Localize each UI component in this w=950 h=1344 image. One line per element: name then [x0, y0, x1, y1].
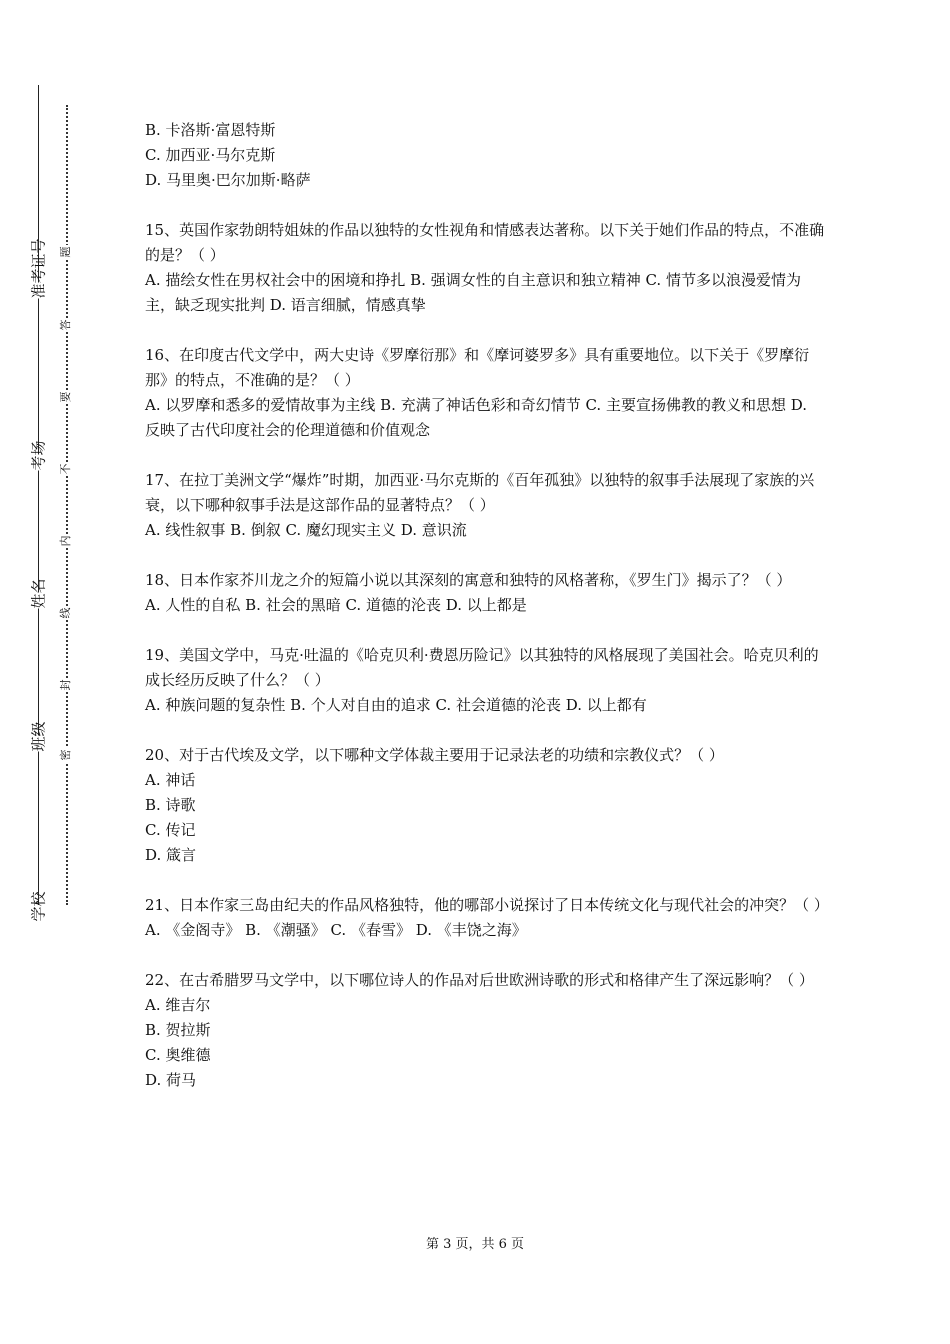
seal-char: 答	[59, 319, 72, 331]
option-d: D. 马里奥·巴尔加斯·略萨	[145, 171, 311, 189]
student-name-label: 姓名	[29, 578, 48, 609]
question-19	[145, 643, 825, 718]
binding-solid-line	[38, 85, 39, 905]
question-options: A. 描绘女性在男权社会中的困境和挣扎 B. 强调女性的自主意识和独立精神 C. 情节多以浪漫爱情为主，缺乏现实批判 D. 语言细腻，情感真挚	[145, 271, 801, 314]
question-stem: 15、英国作家勃朗特姐妹的作品以独特的女性视角和情感表达著称。以下关于她们作品的特点，不准确的是？（ ）	[145, 221, 825, 264]
seal-char: 线	[59, 607, 72, 619]
question-stem: 20、对于古代埃及文学，以下哪种文学体裁主要用于记录法老的功绩和宗教仪式？（ ）	[145, 746, 724, 764]
option-b: B. 贺拉斯	[145, 1021, 211, 1039]
seal-char: 不	[59, 463, 72, 475]
option-c: C. 传记	[145, 821, 196, 839]
carryover-options	[145, 118, 825, 193]
question-18	[145, 568, 825, 618]
question-22	[145, 968, 825, 1093]
exam-room-label: 考场	[29, 440, 48, 471]
school-label: 学校	[29, 891, 48, 922]
page-footer: 第 3 页，共 6 页	[425, 1237, 525, 1252]
option-d: D. 箴言	[145, 846, 197, 864]
seal-dotted-line	[66, 105, 68, 905]
question-stem: 19、美国文学中，马克·吐温的《哈克贝利·费恩历险记》以其独特的风格展现了美国社会。哈克贝利的成长经历反映了什么？（ ）	[145, 646, 819, 689]
exam-number-label: 准考证号	[29, 238, 48, 299]
option-a: A. 维吉尔	[145, 996, 211, 1014]
question-20	[145, 743, 825, 868]
seal-char: 要	[59, 391, 72, 403]
class-label: 班级	[29, 721, 48, 752]
question-content	[145, 118, 829, 1093]
seal-char: 题	[59, 246, 72, 258]
option-b: B. 诗歌	[145, 796, 196, 814]
question-options: A. 人性的自私 B. 社会的黑暗 C. 道德的沦丧 D. 以上都是	[145, 596, 527, 614]
seal-char: 内	[59, 535, 72, 547]
option-d: D. 荷马	[145, 1071, 197, 1089]
option-c: C. 奥维德	[145, 1046, 211, 1064]
question-stem: 16、在印度古代文学中，两大史诗《罗摩衍那》和《摩诃婆罗多》具有重要地位。以下关于《罗摩衍那》的特点，不准确的是？（ ）	[145, 346, 810, 389]
question-21	[145, 893, 829, 943]
option-b: B. 卡洛斯·富恩特斯	[145, 121, 276, 139]
question-stem: 18、日本作家芥川龙之介的短篇小说以其深刻的寓意和独特的风格著称，《罗生门》揭示了？（ ）	[145, 571, 792, 589]
question-options: A. 线性叙事 B. 倒叙 C. 魔幻现实主义 D. 意识流	[145, 521, 467, 539]
question-stem: 21、日本作家三岛由纪夫的作品风格独特，他的哪部小说探讨了日本传统文化与现代社会的冲突？（ ）	[145, 896, 829, 914]
question-16	[145, 343, 825, 443]
question-options: A. 以罗摩和悉多的爱情故事为主线 B. 充满了神话色彩和奇幻情节 C. 主要宣扬佛教的教义和思想 D. 反映了古代印度社会的伦理道德和价值观念	[145, 396, 807, 439]
question-15	[145, 218, 825, 318]
seal-char: 封	[59, 679, 72, 691]
question-stem: 17、在拉丁美洲文学“爆炸”时期，加西亚·马尔克斯的《百年孤独》以独特的叙事手法展现了家族的兴衰，以下哪种叙事手法是这部作品的显著特点？（ ）	[145, 471, 815, 514]
option-a: A. 神话	[145, 771, 196, 789]
option-c: C. 加西亚·马尔克斯	[145, 146, 276, 164]
binding-margin	[0, 0, 72, 1344]
question-options: A. 种族问题的复杂性 B. 个人对自由的追求 C. 社会道德的沦丧 D. 以上都有	[145, 696, 647, 714]
question-stem: 22、在古希腊罗马文学中，以下哪位诗人的作品对后世欧洲诗歌的形式和格律产生了深远影响？（ ）	[145, 971, 814, 989]
question-17	[145, 468, 825, 543]
seal-char: 密	[59, 749, 72, 761]
question-options: A. 《金阁寺》 B. 《潮骚》 C. 《春雪》 D. 《丰饶之海》	[145, 921, 527, 939]
